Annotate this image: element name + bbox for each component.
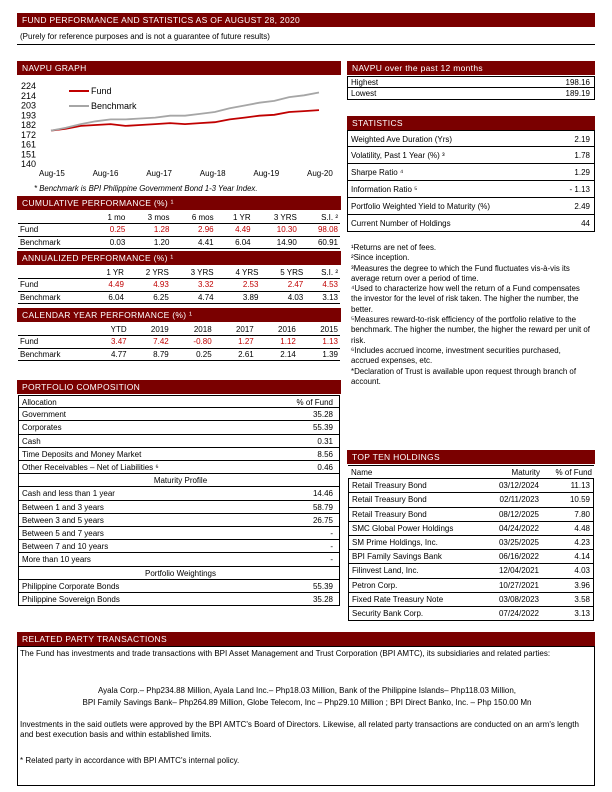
stat-row	[347, 147, 595, 164]
holding-name: Retail Treasury Bond	[352, 509, 427, 519]
column-header: 2016	[278, 324, 296, 334]
holding-maturity: 04/24/2022	[498, 523, 539, 533]
portfolio-label: Philippine Corporate Bonds	[22, 581, 120, 591]
portfolio-label: Government	[22, 410, 67, 420]
column-header: 2019	[150, 324, 169, 334]
portfolio-row	[18, 553, 340, 566]
stat-value: 2.49	[574, 202, 590, 211]
y-tick-label: 214	[21, 90, 37, 101]
cumulative-table	[18, 211, 340, 249]
stat-row	[347, 181, 595, 198]
calendar-table	[18, 323, 340, 361]
stat-row	[347, 130, 595, 147]
portfolio-row	[18, 435, 340, 448]
perf-value: 1.13	[298, 336, 340, 349]
portfolio-value: 26.75	[312, 515, 333, 525]
footnote: ³Measures the degree to which the Fund fluctuates vis-à-vis its average return over a period of time.	[351, 263, 570, 283]
perf-value: 14.90	[253, 236, 299, 249]
stat-label: Portfolio Weighted Yield to Maturity (%)	[351, 202, 491, 211]
holding-row	[348, 564, 594, 578]
calendar-header: CALENDAR YEAR PERFORMANCE (%) ¹	[17, 308, 341, 322]
annualized-table	[18, 266, 340, 304]
column-header: 4 YRS	[235, 267, 259, 277]
perf-row	[18, 279, 340, 292]
holding-row	[348, 536, 594, 550]
column-header: 1 mo	[107, 212, 126, 222]
portfolio-value: -	[330, 555, 333, 565]
holding-row	[348, 522, 594, 536]
footnote: ⁶Includes accrued income, investment securities purchased, accrued expenses, etc.	[351, 345, 561, 366]
holding-pct: 3.96	[574, 580, 590, 590]
perf-value: 4.03	[260, 291, 305, 304]
holding-pct: 4.48	[574, 523, 590, 533]
portfolio-row	[18, 501, 340, 514]
holding-row	[348, 593, 594, 607]
portfolio-value: -	[330, 542, 333, 552]
portfolio-row	[18, 540, 340, 553]
page-title: FUND PERFORMANCE AND STATISTICS AS OF AUGUST 28, 2020	[17, 13, 595, 27]
y-tick-label: 193	[21, 110, 37, 121]
portfolio-label: More than 10 years	[22, 555, 91, 565]
statistics-header: STATISTICS	[347, 116, 595, 130]
holding-maturity: 03/12/2024	[498, 481, 539, 491]
annualized-header: ANNUALIZED PERFORMANCE (%) ¹	[17, 251, 341, 265]
holdings-col-header: Maturity	[511, 468, 540, 477]
portfolio-label: Corporates	[22, 423, 62, 433]
stat-label: Current Number of Holdings	[351, 219, 451, 228]
perf-value: 4.49	[216, 224, 253, 237]
perf-row	[18, 236, 340, 249]
perf-value: -0.80	[171, 336, 214, 349]
column-header: 2015	[320, 324, 338, 334]
y-tick-label: 140	[21, 159, 37, 169]
portfolio-value: % of Fund	[296, 398, 333, 407]
holdings-header: TOP TEN HOLDINGS	[347, 450, 595, 464]
portfolio-value: -	[330, 529, 333, 538]
row-label: Benchmark	[18, 291, 90, 304]
stat-label: Highest	[351, 78, 379, 87]
column-header: 2017	[235, 324, 254, 334]
header-blank	[18, 211, 90, 224]
stat-value: - 1.13	[569, 185, 590, 194]
portfolio-row	[18, 580, 340, 593]
related-note: * Related party in accordance with BPI AMTC's internal policy.	[20, 756, 240, 765]
column-header: 2018	[193, 324, 212, 334]
portfolio-row	[18, 395, 340, 408]
x-tick-label: Aug-16	[92, 169, 119, 178]
perf-value: 1.28	[127, 224, 171, 237]
stat-label: Volatility, Past 1 Year (%) ³	[351, 151, 445, 160]
footnote: ⁵Measures reward-to-risk efficiency of the portfolio relative to the benchmark. The higher the number, the higher the reward per unit of risk.	[351, 315, 590, 345]
perf-value: 2.96	[171, 224, 215, 237]
column-header: 3 YRS	[273, 212, 297, 222]
stat-value: 198.16	[565, 78, 590, 87]
stat-row	[347, 198, 595, 215]
portfolio-value: 58.79	[312, 502, 333, 512]
cumulative-header: CUMULATIVE PERFORMANCE (%) ¹	[17, 196, 341, 210]
related-list-1: Ayala Corp.– Php234.88 Million, Ayala Land Inc.– Php18.03 Million, Bank of the Philippine Islands– Php118.03 Million,	[97, 686, 517, 695]
holding-row	[348, 479, 594, 493]
disclaimer: (Purely for reference purposes and is not a guarantee of future results)	[20, 32, 270, 41]
holding-maturity: 03/25/2025	[498, 538, 539, 547]
x-tick-label: Aug-18	[199, 169, 226, 178]
footnote: ¹Returns are net of fees.	[351, 243, 437, 252]
portfolio-value: 55.39	[312, 581, 333, 591]
portfolio-row	[18, 461, 340, 474]
portfolio-row	[18, 474, 340, 487]
holding-maturity: 02/11/2023	[499, 495, 539, 505]
holding-name: BPI Family Savings Bank	[352, 552, 442, 562]
stat-value: 44	[581, 219, 590, 228]
perf-value: 4.49	[90, 279, 126, 292]
legend-fund-label: Fund	[91, 86, 112, 96]
perf-value: 4.93	[126, 279, 171, 292]
stat-row	[347, 88, 595, 100]
holding-row	[348, 508, 594, 522]
x-tick-label: Aug-19	[253, 169, 280, 178]
stat-row	[347, 76, 595, 88]
perf-value: 1.39	[298, 348, 340, 361]
column-header: 3 YRS	[190, 267, 214, 277]
perf-value: 0.25	[90, 224, 127, 237]
perf-value: 8.79	[129, 348, 171, 361]
holding-row	[348, 607, 594, 621]
perf-value: 2.47	[260, 279, 305, 292]
portfolio-label: Time Deposits and Money Market	[22, 449, 142, 459]
stat-value: 2.19	[574, 135, 590, 144]
related-list-2: BPI Family Savings Bank– Php264.89 Million, Globe Telecom, Inc – Php29.10 Million ; BPI Direct Banko, Inc. – Php 150.00 Mn	[82, 698, 532, 707]
header-blank	[18, 323, 90, 336]
perf-value: 3.47	[90, 336, 129, 349]
footnote: ²Since inception.	[351, 253, 410, 263]
stat-label: Lowest	[351, 89, 377, 98]
holding-name: Security Bank Corp.	[352, 609, 424, 618]
perf-row	[18, 291, 340, 304]
stat-label: Weighted Ave Duration (Yrs)	[351, 135, 453, 144]
column-header: 6 mos	[191, 212, 214, 222]
portfolio-row	[18, 514, 340, 527]
perf-value: 98.08	[299, 224, 340, 237]
portfolio-label: Portfolio Weightings	[145, 568, 216, 578]
perf-value: 4.41	[171, 236, 215, 249]
footnote: *Declaration of Trust is available upon request through branch of account.	[351, 366, 577, 386]
holding-name: Petron Corp.	[352, 580, 398, 590]
header-blank	[18, 266, 90, 279]
legend-benchmark-label: Benchmark	[91, 101, 137, 111]
row-label: Benchmark	[18, 348, 90, 361]
perf-value: 6.04	[90, 291, 126, 304]
x-tick-label: Aug-15	[39, 169, 65, 178]
perf-value: 1.20	[127, 236, 171, 249]
holding-name: Filinvest Land, Inc.	[352, 566, 419, 576]
holding-pct: 10.59	[569, 495, 590, 505]
perf-value: 2.14	[256, 348, 298, 361]
holding-row	[348, 550, 594, 564]
perf-value: 6.25	[126, 291, 171, 304]
holding-pct: 7.80	[574, 509, 590, 519]
navpu12-header: NAVPU over the past 12 months	[347, 61, 595, 75]
portfolio-value: 0.46	[317, 463, 333, 472]
perf-value: 3.13	[305, 291, 340, 304]
holding-name: Retail Treasury Bond	[352, 495, 427, 505]
row-label: Benchmark	[18, 236, 90, 249]
portfolio-row	[18, 567, 340, 580]
navpu-graph-header: NAVPU GRAPH	[17, 61, 341, 75]
portfolio-header: PORTFOLIO COMPOSITION	[17, 380, 341, 394]
portfolio-label: Cash	[22, 436, 41, 446]
related-intro: The Fund has investments and trade transactions with BPI Asset Management and Trust Corporation (BPI AMTC), its subsidiaries and related parties:	[20, 649, 551, 658]
related-approval: Investments in the said outlets were approved by the BPI AMTC's Board of Directors. Likewise, all related party transactions are conducted on an arm's length and best execution basis and within established limits.	[20, 720, 579, 740]
title-rule	[17, 44, 595, 45]
stat-row	[347, 164, 595, 181]
stat-value: 189.19	[565, 89, 590, 98]
portfolio-label: Philippine Sovereign Bonds	[22, 595, 120, 604]
column-header: S.I. ²	[321, 212, 338, 222]
holding-pct: 4.03	[574, 566, 590, 576]
perf-value: 1.27	[214, 336, 256, 349]
holding-pct: 3.13	[574, 609, 590, 618]
holding-maturity: 12/04/2021	[498, 566, 539, 576]
holding-maturity: 03/08/2023	[498, 594, 539, 604]
perf-value: 10.30	[253, 224, 299, 237]
holding-pct: 4.23	[574, 538, 590, 547]
portfolio-row	[18, 408, 340, 421]
portfolio-label: Cash and less than 1 year	[22, 489, 115, 499]
holding-pct: 11.13	[570, 481, 590, 491]
perf-value: 3.89	[216, 291, 261, 304]
portfolio-value: 55.39	[312, 423, 333, 433]
row-label: Fund	[18, 224, 90, 237]
perf-value: 4.77	[90, 348, 129, 361]
portfolio-label: Between 1 and 3 years	[22, 502, 104, 512]
column-header: 3 mos	[147, 212, 170, 222]
portfolio-row	[18, 527, 340, 540]
portfolio-row	[18, 421, 340, 434]
holding-row	[348, 579, 594, 593]
holding-name: Retail Treasury Bond	[352, 481, 427, 491]
portfolio-label: Allocation	[22, 398, 57, 407]
holding-row	[348, 493, 594, 507]
perf-value: 0.03	[90, 236, 127, 249]
x-tick-label: Aug-20	[307, 169, 333, 178]
perf-value: 3.32	[171, 279, 216, 292]
stat-value: 1.78	[574, 151, 590, 160]
y-tick-label: 151	[21, 149, 37, 160]
perf-row	[18, 348, 340, 361]
column-header: YTD	[110, 324, 127, 334]
holdings-header-row	[348, 465, 594, 479]
perf-value: 60.91	[299, 236, 340, 249]
y-tick-label: 161	[21, 139, 37, 150]
stat-value: 1.29	[574, 168, 590, 177]
x-tick-label: Aug-17	[146, 169, 172, 178]
navpu-chart	[17, 76, 341, 184]
y-tick-label: 182	[21, 120, 37, 130]
portfolio-value: 35.28	[312, 595, 333, 604]
perf-value: 1.12	[256, 336, 298, 349]
holding-name: Fixed Rate Treasury Note	[352, 594, 444, 604]
stat-label: Sharpe Ratio ⁴	[351, 168, 404, 177]
holding-name: SMC Global Power Holdings	[352, 523, 454, 533]
related-header: RELATED PARTY TRANSACTIONS	[17, 632, 595, 646]
row-label: Fund	[18, 336, 90, 349]
holding-maturity: 07/24/2022	[498, 609, 539, 618]
portfolio-label: Maturity Profile	[153, 476, 208, 486]
holding-name: SM Prime Holdings, Inc.	[352, 538, 438, 547]
column-header: S.I. ²	[321, 267, 338, 277]
column-header: 5 YRS	[280, 267, 304, 277]
perf-value: 7.42	[129, 336, 171, 349]
perf-row	[18, 224, 340, 237]
column-header: 1 YR	[106, 267, 124, 277]
y-tick-label: 172	[21, 129, 37, 140]
chart-footnote: * Benchmark is BPI Philippine Government Bond 1-3 Year Index.	[34, 184, 258, 193]
holdings-col-header: Name	[351, 468, 373, 477]
portfolio-row	[18, 593, 340, 606]
holding-maturity: 10/27/2021	[498, 580, 539, 590]
holding-maturity: 06/16/2022	[498, 552, 539, 562]
portfolio-value: 35.28	[312, 410, 333, 420]
footnote: ⁴Used to characterize how well the return of a Fund compensates the investor for the level of risk taken. The higher the number, the better.	[351, 284, 580, 314]
portfolio-label: Between 7 and 10 years	[22, 542, 109, 552]
portfolio-row	[18, 487, 340, 500]
column-header: 2 YRS	[145, 267, 169, 277]
holdings-col-header: % of Fund	[555, 468, 592, 477]
stat-label: Information Ratio ⁵	[351, 185, 418, 194]
perf-value: 6.04	[216, 236, 253, 249]
portfolio-label: Other Receivables – Net of Liabilities ⁶	[22, 463, 159, 472]
column-header: 1 YR	[233, 212, 251, 222]
y-tick-label: 203	[21, 100, 37, 111]
perf-row	[18, 336, 340, 349]
perf-value: 2.61	[214, 348, 256, 361]
perf-value: 4.53	[305, 279, 340, 292]
holding-pct: 4.14	[574, 552, 590, 562]
row-label: Fund	[18, 279, 90, 292]
perf-value: 2.53	[216, 279, 261, 292]
portfolio-value: 14.46	[312, 489, 333, 499]
portfolio-value: 0.31	[317, 436, 333, 446]
portfolio-label: Between 3 and 5 years	[22, 515, 104, 525]
stat-row	[347, 215, 595, 232]
fund-series-line	[51, 110, 319, 131]
holding-pct: 3.58	[574, 594, 590, 604]
perf-value: 0.25	[171, 348, 214, 361]
footnotes	[351, 243, 591, 387]
perf-value: 4.74	[171, 291, 216, 304]
y-tick-label: 224	[21, 81, 37, 91]
portfolio-value: 8.56	[317, 449, 333, 459]
portfolio-row	[18, 448, 340, 461]
portfolio-label: Between 5 and 7 years	[22, 529, 104, 538]
holding-maturity: 08/12/2025	[498, 509, 539, 519]
